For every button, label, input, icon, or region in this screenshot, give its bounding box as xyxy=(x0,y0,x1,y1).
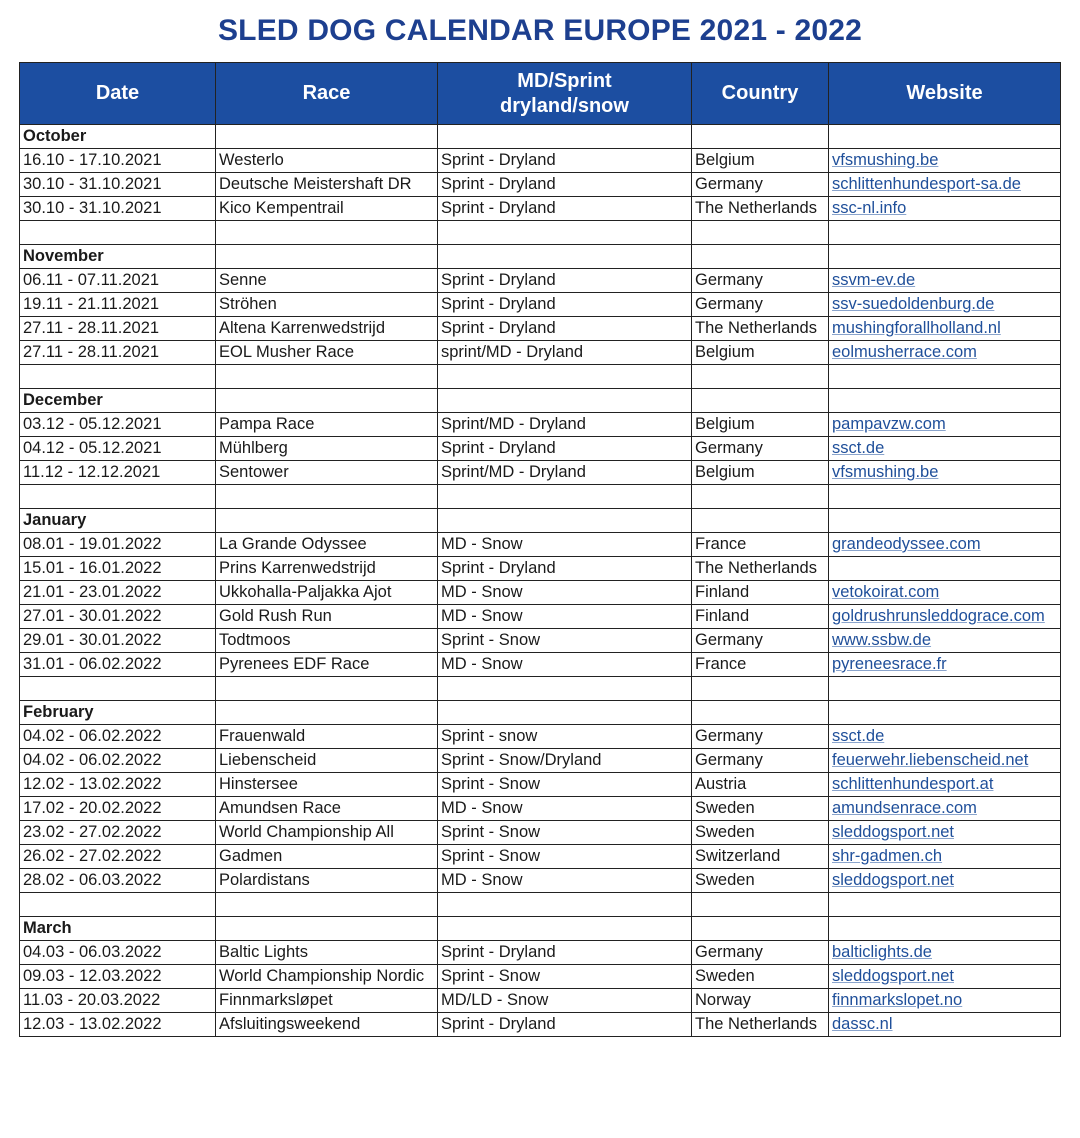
table-row xyxy=(20,437,1061,461)
race-cell: Senne xyxy=(216,269,438,293)
empty-cell xyxy=(216,389,438,413)
type-cell: Sprint - Dryland xyxy=(438,269,692,293)
country-cell: The Netherlands xyxy=(692,197,829,221)
empty-cell xyxy=(692,365,829,389)
country-cell: Norway xyxy=(692,989,829,1013)
empty-cell xyxy=(216,365,438,389)
country-cell: Sweden xyxy=(692,797,829,821)
date-cell: 11.03 - 20.03.2022 xyxy=(20,989,216,1013)
date-cell: 30.10 - 31.10.2021 xyxy=(20,173,216,197)
race-cell: Sentower xyxy=(216,461,438,485)
type-cell: MD - Snow xyxy=(438,605,692,629)
column-header-type-line1: MD/Sprint xyxy=(517,69,612,92)
country-cell: Germany xyxy=(692,269,829,293)
column-header-website: Website xyxy=(829,63,1061,125)
date-cell: 06.11 - 07.11.2021 xyxy=(20,269,216,293)
race-cell: World Championship All xyxy=(216,821,438,845)
country-cell: Germany xyxy=(692,749,829,773)
date-cell: 23.02 - 27.02.2022 xyxy=(20,821,216,845)
race-cell: Ukkohalla-Paljakka Ajot xyxy=(216,581,438,605)
race-cell: Gold Rush Run xyxy=(216,605,438,629)
website-link[interactable]: ssv-suedoldenburg.de xyxy=(829,293,1061,317)
type-cell: Sprint - Dryland xyxy=(438,1013,692,1037)
country-cell: Belgium xyxy=(692,341,829,365)
date-cell: 27.11 - 28.11.2021 xyxy=(20,317,216,341)
date-cell: 04.02 - 06.02.2022 xyxy=(20,725,216,749)
website-link[interactable]: finnmarkslopet.no xyxy=(829,989,1061,1013)
table-row xyxy=(20,269,1061,293)
website-link[interactable]: pampavzw.com xyxy=(829,413,1061,437)
table-row xyxy=(20,869,1061,893)
empty-cell xyxy=(438,893,692,917)
type-cell: Sprint - Dryland xyxy=(438,173,692,197)
country-cell: Sweden xyxy=(692,965,829,989)
website-link[interactable]: www.ssbw.de xyxy=(829,629,1061,653)
date-cell: 12.03 - 13.02.2022 xyxy=(20,1013,216,1037)
empty-cell xyxy=(829,701,1061,725)
country-cell: France xyxy=(692,653,829,677)
country-cell: Sweden xyxy=(692,869,829,893)
column-header-type-line2: dryland/snow xyxy=(500,94,629,117)
date-cell: 08.01 - 19.01.2022 xyxy=(20,533,216,557)
date-cell: 15.01 - 16.01.2022 xyxy=(20,557,216,581)
type-cell: Sprint - Snow xyxy=(438,845,692,869)
date-cell: 04.12 - 05.12.2021 xyxy=(20,437,216,461)
website-link[interactable]: mushingforallholland.nl xyxy=(829,317,1061,341)
website-link[interactable]: schlittenhundesport-sa.de xyxy=(829,173,1061,197)
type-cell: Sprint/MD - Dryland xyxy=(438,413,692,437)
empty-cell xyxy=(20,221,216,245)
type-cell: MD - Snow xyxy=(438,581,692,605)
type-cell: MD - Snow xyxy=(438,653,692,677)
website-link[interactable]: balticlights.de xyxy=(829,941,1061,965)
website-link[interactable]: amundsenrace.com xyxy=(829,797,1061,821)
column-header-race: Race xyxy=(216,63,438,125)
type-cell: Sprint - Dryland xyxy=(438,149,692,173)
empty-cell xyxy=(216,125,438,149)
empty-cell xyxy=(829,893,1061,917)
type-cell: sprint/MD - Dryland xyxy=(438,341,692,365)
country-cell: Austria xyxy=(692,773,829,797)
month-label: February xyxy=(20,701,216,725)
date-cell: 09.03 - 12.03.2022 xyxy=(20,965,216,989)
country-cell: Germany xyxy=(692,629,829,653)
date-cell: 28.02 - 06.03.2022 xyxy=(20,869,216,893)
empty-cell xyxy=(216,485,438,509)
website-link[interactable]: eolmusherrace.com xyxy=(829,341,1061,365)
table-row xyxy=(20,173,1061,197)
empty-cell xyxy=(829,677,1061,701)
race-cell: Altena Karrenwedstrijd xyxy=(216,317,438,341)
table-row xyxy=(20,941,1061,965)
country-cell: Germany xyxy=(692,437,829,461)
country-cell: France xyxy=(692,533,829,557)
empty-cell xyxy=(20,893,216,917)
table-row xyxy=(20,533,1061,557)
website-link[interactable]: ssc-nl.info xyxy=(829,197,1061,221)
empty-cell xyxy=(438,389,692,413)
empty-cell xyxy=(216,221,438,245)
table-row xyxy=(20,461,1061,485)
type-cell: MD - Snow xyxy=(438,869,692,893)
empty-cell xyxy=(692,917,829,941)
empty-cell xyxy=(438,365,692,389)
race-cell: Amundsen Race xyxy=(216,797,438,821)
table-row xyxy=(20,1013,1061,1037)
type-cell: Sprint - Dryland xyxy=(438,317,692,341)
website-link[interactable]: pyreneesrace.fr xyxy=(829,653,1061,677)
month-row xyxy=(20,125,1061,149)
date-cell: 16.10 - 17.10.2021 xyxy=(20,149,216,173)
type-cell: Sprint - Snow xyxy=(438,965,692,989)
empty-cell xyxy=(216,701,438,725)
country-cell: Germany xyxy=(692,173,829,197)
website-link[interactable]: sleddogsport.net xyxy=(829,869,1061,893)
empty-cell xyxy=(829,245,1061,269)
empty-cell xyxy=(692,701,829,725)
date-cell: 12.02 - 13.02.2022 xyxy=(20,773,216,797)
spacer-row xyxy=(20,677,1061,701)
website-link[interactable]: vetokoirat.com xyxy=(829,581,1061,605)
country-cell: Finland xyxy=(692,605,829,629)
table-row xyxy=(20,725,1061,749)
country-cell: The Netherlands xyxy=(692,1013,829,1037)
type-cell: MD - Snow xyxy=(438,533,692,557)
empty-cell xyxy=(829,917,1061,941)
country-cell: The Netherlands xyxy=(692,557,829,581)
website-link[interactable]: feuerwehr.liebenscheid.net xyxy=(829,749,1061,773)
month-row xyxy=(20,509,1061,533)
empty-cell xyxy=(692,893,829,917)
type-cell: Sprint - Dryland xyxy=(438,437,692,461)
spacer-row xyxy=(20,221,1061,245)
table-row xyxy=(20,629,1061,653)
empty-cell xyxy=(692,485,829,509)
country-cell: Germany xyxy=(692,941,829,965)
empty-cell xyxy=(829,365,1061,389)
empty-cell xyxy=(438,485,692,509)
country-cell: Belgium xyxy=(692,149,829,173)
empty-cell xyxy=(829,221,1061,245)
type-cell: Sprint - Dryland xyxy=(438,557,692,581)
table-row xyxy=(20,797,1061,821)
type-cell: Sprint - Dryland xyxy=(438,941,692,965)
website-link[interactable]: ssvm-ev.de xyxy=(829,269,1061,293)
empty-cell xyxy=(20,485,216,509)
type-cell: MD - Snow xyxy=(438,797,692,821)
type-cell: Sprint - snow xyxy=(438,725,692,749)
empty-cell xyxy=(692,245,829,269)
empty-cell xyxy=(20,677,216,701)
type-cell: Sprint - Snow xyxy=(438,629,692,653)
country-cell: Germany xyxy=(692,293,829,317)
date-cell: 26.02 - 27.02.2022 xyxy=(20,845,216,869)
month-label: November xyxy=(20,245,216,269)
type-cell: Sprint - Snow/Dryland xyxy=(438,749,692,773)
column-header-type xyxy=(438,63,692,125)
race-cell: Todtmoos xyxy=(216,629,438,653)
website-link[interactable]: vfsmushing.be xyxy=(829,461,1061,485)
page-title: SLED DOG CALENDAR EUROPE 2021 - 2022 xyxy=(217,14,863,47)
month-row xyxy=(20,389,1061,413)
type-cell: MD/LD - Snow xyxy=(438,989,692,1013)
empty-cell xyxy=(829,485,1061,509)
race-cell: Kico Kempentrail xyxy=(216,197,438,221)
empty-cell xyxy=(438,509,692,533)
table-row xyxy=(20,317,1061,341)
race-cell: Afsluitingsweekend xyxy=(216,1013,438,1037)
table-row xyxy=(20,845,1061,869)
country-cell: The Netherlands xyxy=(692,317,829,341)
date-cell: 21.01 - 23.01.2022 xyxy=(20,581,216,605)
table-row xyxy=(20,653,1061,677)
empty-cell xyxy=(692,389,829,413)
empty-cell xyxy=(216,509,438,533)
table-row xyxy=(20,293,1061,317)
date-cell: 19.11 - 21.11.2021 xyxy=(20,293,216,317)
empty-cell xyxy=(438,221,692,245)
empty-cell xyxy=(692,677,829,701)
race-cell: La Grande Odyssee xyxy=(216,533,438,557)
month-label: October xyxy=(20,125,216,149)
empty-cell xyxy=(829,509,1061,533)
country-cell: Germany xyxy=(692,725,829,749)
month-row xyxy=(20,701,1061,725)
date-cell: 04.02 - 06.02.2022 xyxy=(20,749,216,773)
empty-cell xyxy=(438,245,692,269)
month-label: January xyxy=(20,509,216,533)
race-cell: Pyrenees EDF Race xyxy=(216,653,438,677)
table-header-row xyxy=(20,63,1061,125)
race-cell: Finnmarksløpet xyxy=(216,989,438,1013)
website-link[interactable]: goldrushrunsleddograce.com xyxy=(829,605,1061,629)
empty-cell xyxy=(829,389,1061,413)
date-cell: 17.02 - 20.02.2022 xyxy=(20,797,216,821)
empty-cell xyxy=(216,677,438,701)
empty-cell xyxy=(216,917,438,941)
empty-cell xyxy=(692,125,829,149)
date-cell: 29.01 - 30.01.2022 xyxy=(20,629,216,653)
table-row xyxy=(20,413,1061,437)
website-link[interactable]: sleddogsport.net xyxy=(829,821,1061,845)
race-cell: Westerlo xyxy=(216,149,438,173)
column-header-date: Date xyxy=(20,63,216,125)
website-link[interactable]: schlittenhundesport.at xyxy=(829,773,1061,797)
website-link[interactable]: sleddogsport.net xyxy=(829,965,1061,989)
race-cell: World Championship Nordic xyxy=(216,965,438,989)
website-link[interactable]: shr-gadmen.ch xyxy=(829,845,1061,869)
empty-cell xyxy=(692,509,829,533)
empty-cell xyxy=(438,125,692,149)
country-cell: Belgium xyxy=(692,461,829,485)
race-cell: Liebenscheid xyxy=(216,749,438,773)
website-link[interactable]: ssct.de xyxy=(829,437,1061,461)
race-cell: Ströhen xyxy=(216,293,438,317)
country-cell: Belgium xyxy=(692,413,829,437)
empty-cell xyxy=(829,125,1061,149)
empty-cell xyxy=(438,701,692,725)
month-label: March xyxy=(20,917,216,941)
table-row xyxy=(20,605,1061,629)
race-cell: Frauenwald xyxy=(216,725,438,749)
date-cell: 03.12 - 05.12.2021 xyxy=(20,413,216,437)
type-cell: Sprint - Dryland xyxy=(438,293,692,317)
country-cell: Switzerland xyxy=(692,845,829,869)
date-cell: 27.11 - 28.11.2021 xyxy=(20,341,216,365)
website-link[interactable]: ssct.de xyxy=(829,725,1061,749)
country-cell: Finland xyxy=(692,581,829,605)
table-row xyxy=(20,341,1061,365)
month-row xyxy=(20,917,1061,941)
date-cell: 30.10 - 31.10.2021 xyxy=(20,197,216,221)
type-cell: Sprint - Dryland xyxy=(438,197,692,221)
spacer-row xyxy=(20,893,1061,917)
race-cell: EOL Musher Race xyxy=(216,341,438,365)
race-cell: Baltic Lights xyxy=(216,941,438,965)
type-cell: Sprint/MD - Dryland xyxy=(438,461,692,485)
month-row xyxy=(20,245,1061,269)
date-cell: 04.03 - 06.03.2022 xyxy=(20,941,216,965)
table-row xyxy=(20,965,1061,989)
website-link[interactable]: vfsmushing.be xyxy=(829,149,1061,173)
race-cell: Hinstersee xyxy=(216,773,438,797)
race-cell: Prins Karrenwedstrijd xyxy=(216,557,438,581)
table-row xyxy=(20,773,1061,797)
table-row xyxy=(20,989,1061,1013)
race-cell: Polardistans xyxy=(216,869,438,893)
date-cell: 11.12 - 12.12.2021 xyxy=(20,461,216,485)
type-cell: Sprint - Snow xyxy=(438,773,692,797)
race-cell: Gadmen xyxy=(216,845,438,869)
website-link[interactable]: grandeodyssee.com xyxy=(829,533,1061,557)
empty-cell xyxy=(438,677,692,701)
race-cell: Deutsche Meistershaft DR xyxy=(216,173,438,197)
table-row xyxy=(20,821,1061,845)
country-cell: Sweden xyxy=(692,821,829,845)
spacer-row xyxy=(20,485,1061,509)
empty-cell xyxy=(216,893,438,917)
race-calendar-table xyxy=(19,62,1061,1037)
table-body xyxy=(20,125,1061,1037)
column-header-country: Country xyxy=(692,63,829,125)
date-cell: 31.01 - 06.02.2022 xyxy=(20,653,216,677)
race-cell: Pampa Race xyxy=(216,413,438,437)
website-link xyxy=(829,557,1061,581)
race-cell: Mühlberg xyxy=(216,437,438,461)
table-row xyxy=(20,749,1061,773)
type-cell: Sprint - Snow xyxy=(438,821,692,845)
date-cell: 27.01 - 30.01.2022 xyxy=(20,605,216,629)
empty-cell xyxy=(692,221,829,245)
table-row xyxy=(20,581,1061,605)
spacer-row xyxy=(20,365,1061,389)
table-row xyxy=(20,197,1061,221)
table-row xyxy=(20,149,1061,173)
table-row xyxy=(20,557,1061,581)
website-link[interactable]: dassc.nl xyxy=(829,1013,1061,1037)
empty-cell xyxy=(438,917,692,941)
month-label: December xyxy=(20,389,216,413)
empty-cell xyxy=(216,245,438,269)
empty-cell xyxy=(20,365,216,389)
